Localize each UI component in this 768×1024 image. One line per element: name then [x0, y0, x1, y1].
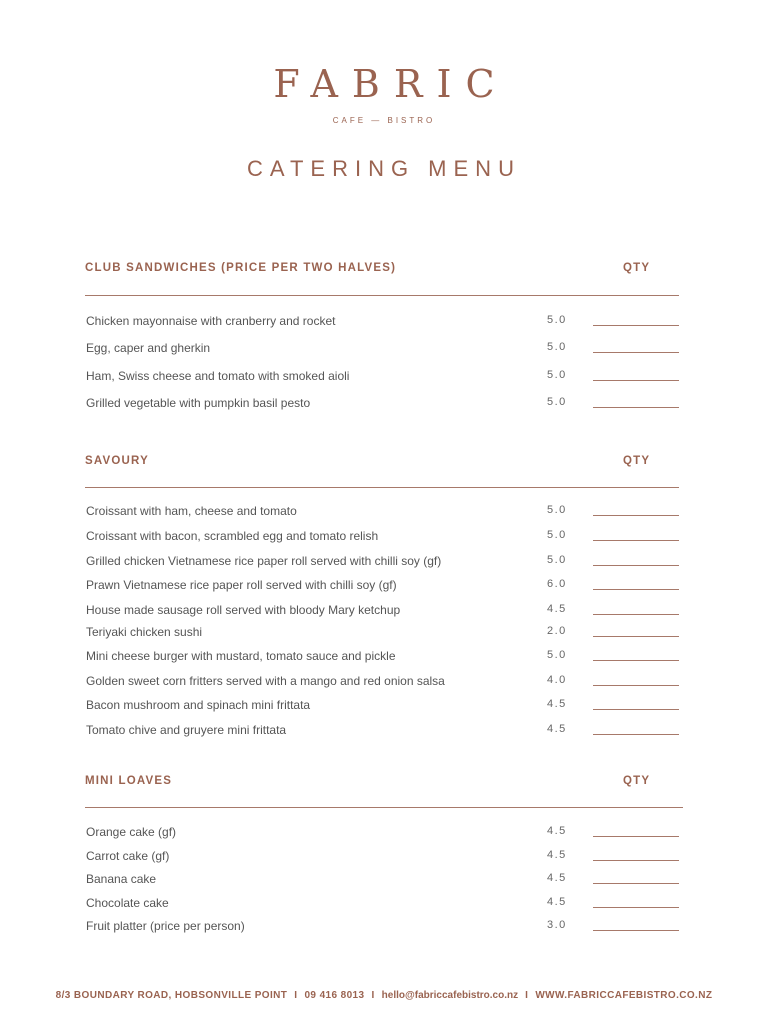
item-price: 5.0: [547, 529, 567, 541]
item-name: Fruit platter (price per person): [86, 919, 245, 933]
menu-item: [0, 698, 768, 716]
item-name: Egg, caper and gherkin: [86, 341, 211, 355]
menu-item: [0, 649, 768, 667]
qty-entry-line[interactable]: [593, 352, 679, 353]
qty-heading: QTY: [623, 455, 651, 467]
item-price: 2.0: [547, 625, 567, 637]
qty-entry-line[interactable]: [593, 836, 679, 837]
qty-entry-line[interactable]: [593, 860, 679, 861]
item-price: 4.5: [547, 603, 567, 615]
brand-logo: FABRIC: [273, 62, 509, 106]
item-name: Teriyaki chicken sushi: [86, 625, 203, 639]
qty-entry-line[interactable]: [593, 930, 679, 931]
item-name: Croissant with bacon, scrambled egg and tomato relish: [86, 529, 379, 543]
footer-separator: I: [371, 990, 375, 1001]
footer-email-link[interactable]: hello@fabriccafebistro.co.nz: [381, 990, 519, 1001]
item-name: Bacon mushroom and spinach mini frittata: [86, 698, 311, 712]
section-divider: [85, 807, 683, 808]
menu-item: [0, 529, 768, 547]
footer-website-link[interactable]: WWW.FABRICCAFEBISTRO.CO.NZ: [535, 990, 713, 1001]
section-heading-club-sandwiches: CLUB SANDWICHES (PRICE PER TWO HALVES): [85, 262, 397, 274]
footer-phone[interactable]: 09 416 8013: [304, 990, 365, 1001]
menu-item: [0, 919, 768, 937]
menu-item: [0, 314, 768, 332]
menu-item: [0, 603, 768, 621]
item-name: Mini cheese burger with mustard, tomato sauce and pickle: [86, 649, 396, 663]
menu-item: [0, 504, 768, 522]
menu-item: [0, 625, 768, 643]
item-price: 4.5: [547, 872, 567, 884]
qty-entry-line[interactable]: [593, 907, 679, 908]
item-price: 4.0: [547, 674, 567, 686]
menu-item: [0, 396, 768, 414]
qty-entry-line[interactable]: [593, 636, 679, 637]
footer-separator: I: [525, 990, 529, 1001]
item-name: Croissant with ham, cheese and tomato: [86, 504, 297, 518]
qty-entry-line[interactable]: [593, 883, 679, 884]
item-name: Golden sweet corn fritters served with a mango and red onion salsa: [86, 674, 445, 688]
qty-entry-line[interactable]: [593, 540, 679, 541]
footer-contact: [0, 990, 768, 1001]
section-divider: [85, 295, 679, 296]
qty-entry-line[interactable]: [593, 709, 679, 710]
item-name: Chocolate cake: [86, 896, 169, 910]
qty-entry-line[interactable]: [593, 734, 679, 735]
item-price: 5.0: [547, 341, 567, 353]
qty-entry-line[interactable]: [593, 589, 679, 590]
section-divider: [85, 487, 679, 488]
menu-item: [0, 872, 768, 890]
item-name: Chicken mayonnaise with cranberry and rocket: [86, 314, 336, 328]
menu-item: [0, 554, 768, 572]
menu-item: [0, 341, 768, 359]
qty-heading: QTY: [623, 775, 651, 787]
menu-item: [0, 896, 768, 914]
qty-entry-line[interactable]: [593, 380, 679, 381]
item-price: 4.5: [547, 825, 567, 837]
item-name: Orange cake (gf): [86, 825, 177, 839]
item-name: Prawn Vietnamese rice paper roll served with chilli soy (gf): [86, 578, 397, 592]
qty-entry-line[interactable]: [593, 325, 679, 326]
item-price: 3.0: [547, 919, 567, 931]
item-name: Grilled vegetable with pumpkin basil pesto: [86, 396, 311, 410]
menu-item: [0, 825, 768, 843]
brand-tagline: CAFE — BISTRO: [332, 116, 436, 125]
item-price: 5.0: [547, 554, 567, 566]
item-price: 4.5: [547, 698, 567, 710]
section-heading-savoury: SAVOURY: [85, 455, 149, 467]
qty-entry-line[interactable]: [593, 515, 679, 516]
item-name: Grilled chicken Vietnamese rice paper roll served with chilli soy (gf): [86, 554, 442, 568]
qty-entry-line[interactable]: [593, 407, 679, 408]
item-price: 5.0: [547, 504, 567, 516]
item-price: 5.0: [547, 314, 567, 326]
menu-item: [0, 369, 768, 387]
item-name: Banana cake: [86, 872, 157, 886]
menu-item: [0, 849, 768, 867]
item-price: 4.5: [547, 723, 567, 735]
item-price: 4.5: [547, 849, 567, 861]
item-name: House made sausage roll served with bloody Mary ketchup: [86, 603, 401, 617]
item-price: 4.5: [547, 896, 567, 908]
item-name: Tomato chive and gruyere mini frittata: [86, 723, 287, 737]
item-name: Ham, Swiss cheese and tomato with smoked aioli: [86, 369, 350, 383]
footer-separator: I: [294, 990, 298, 1001]
qty-entry-line[interactable]: [593, 660, 679, 661]
item-price: 6.0: [547, 578, 567, 590]
section-heading-mini-loaves: MINI LOAVES: [85, 775, 173, 787]
qty-entry-line[interactable]: [593, 614, 679, 615]
item-name: Carrot cake (gf): [86, 849, 170, 863]
item-price: 5.0: [547, 369, 567, 381]
menu-item: [0, 578, 768, 596]
item-price: 5.0: [547, 649, 567, 661]
page-title: CATERING MENU: [247, 156, 521, 181]
menu-item: [0, 674, 768, 692]
qty-entry-line[interactable]: [593, 685, 679, 686]
footer-address: 8/3 BOUNDARY ROAD, HOBSONVILLE POINT: [55, 990, 288, 1001]
qty-heading: QTY: [623, 262, 651, 274]
menu-item: [0, 723, 768, 741]
qty-entry-line[interactable]: [593, 565, 679, 566]
item-price: 5.0: [547, 396, 567, 408]
